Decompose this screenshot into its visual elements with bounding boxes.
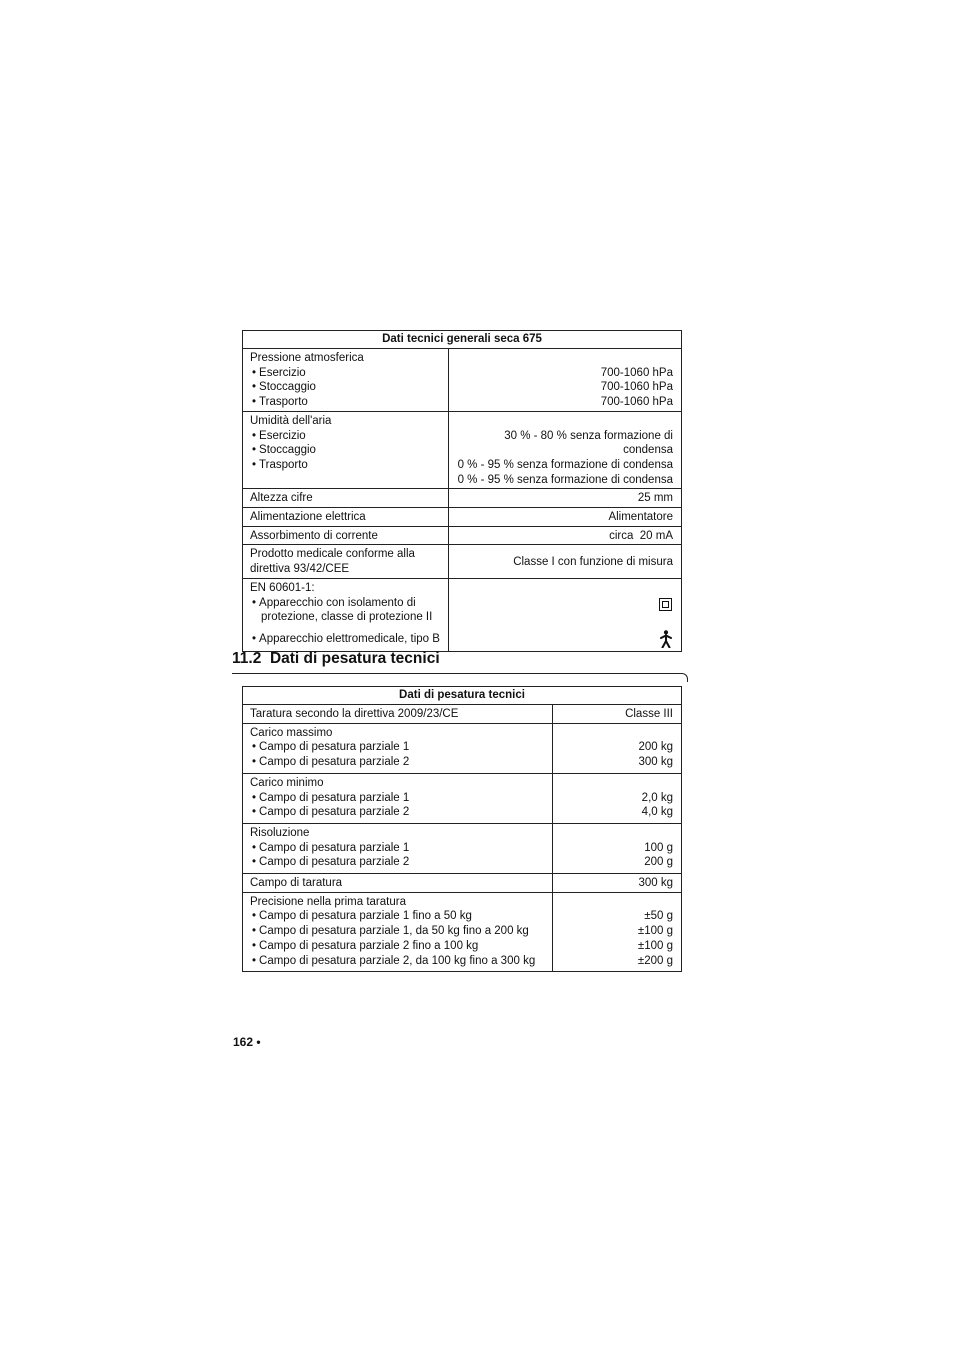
table-title: Dati tecnici generali seca 675 <box>243 331 682 349</box>
list-item: • Apparecchio con isolamento di <box>250 596 448 611</box>
precision-label-cell <box>243 892 553 972</box>
row-label: Carico massimo <box>250 726 333 739</box>
list-item: • Campo di pesatura parziale 2 <box>250 755 552 770</box>
row-value: circa 20 mA <box>448 526 681 545</box>
row-value: ±100 g <box>637 925 673 938</box>
row-value: ±50 g <box>644 910 673 923</box>
row-value: 700-1060 hPa <box>600 396 673 409</box>
section-number: 11.2 <box>232 650 262 667</box>
list-item: • Trasporto <box>250 458 448 473</box>
general-specs-table <box>242 330 682 652</box>
row-value: Classe III <box>552 705 681 724</box>
list-item: • Stoccaggio <box>250 443 448 458</box>
table-row <box>243 508 682 527</box>
table-row <box>243 349 682 412</box>
row-label: Carico minimo <box>250 776 324 789</box>
min-load-label-cell <box>243 773 553 823</box>
row-value: 200 kg <box>638 741 673 754</box>
row-value: ±100 g <box>637 939 673 952</box>
en60601-symbols-cell <box>448 578 681 651</box>
section-heading <box>232 650 440 668</box>
table-row <box>243 578 682 651</box>
pressure-value-cell <box>448 349 681 412</box>
table-row <box>243 526 682 545</box>
table-row <box>243 411 682 489</box>
page-number: 162 • <box>233 1035 261 1049</box>
row-label: Pressione atmosferica <box>250 352 364 364</box>
resolution-label-cell <box>243 823 553 873</box>
row-label: Umidità dell'aria <box>250 414 332 427</box>
row-value: 30 % - 80 % senza formazione di condensa <box>504 429 673 457</box>
medical-label-cell <box>243 545 449 578</box>
list-item: • Campo di pesatura parziale 2 fino a 100 kg <box>250 939 552 954</box>
list-item: • Campo di pesatura parziale 2 <box>250 855 552 870</box>
row-value: 700-1060 hPa <box>600 366 673 379</box>
row-label: Precisione nella prima taratura <box>250 895 406 908</box>
list-item-continued: protezione, classe di protezione II <box>261 611 433 624</box>
list-item: • Stoccaggio <box>250 380 448 395</box>
row-label: Assorbimento di corrente <box>243 526 449 545</box>
humidity-label-cell <box>243 411 449 489</box>
row-label: Alimentazione elettrica <box>243 508 449 527</box>
row-label: Campo di taratura <box>243 874 553 893</box>
list-item: • Apparecchio elettromedicale, tipo B <box>250 632 448 647</box>
row-value: Classe I con funzione di misura <box>448 545 681 578</box>
table-row <box>243 723 682 773</box>
row-value: Alimentatore <box>448 508 681 527</box>
row-label: direttiva 93/42/CEE <box>250 563 350 576</box>
row-value: 700-1060 hPa <box>600 381 673 394</box>
list-item: • Esercizio <box>250 366 448 381</box>
list-item: • Campo di pesatura parziale 1 <box>250 740 552 755</box>
row-value: 2,0 kg <box>641 791 673 804</box>
heading-divider <box>232 673 682 674</box>
row-label: Altezza cifre <box>243 489 449 508</box>
list-item: • Campo di pesatura parziale 1 <box>250 791 552 806</box>
table-row <box>243 705 682 724</box>
resolution-value-cell <box>552 823 681 873</box>
row-value: 0 % - 95 % senza formazione di condensa <box>457 473 673 486</box>
row-value: 300 kg <box>638 756 673 769</box>
type-b-person-icon <box>660 630 672 648</box>
row-value: ±200 g <box>637 954 673 967</box>
row-label: Risoluzione <box>250 826 310 839</box>
row-label: Prodotto medicale conforme alla <box>250 548 415 561</box>
humidity-value-cell <box>448 411 681 489</box>
list-item: • Trasporto <box>250 395 448 410</box>
table-row <box>243 874 682 893</box>
weighing-specs-table <box>242 686 682 972</box>
en60601-label-cell <box>243 578 449 651</box>
max-load-value-cell <box>552 723 681 773</box>
table-title: Dati di pesatura tecnici <box>243 687 682 705</box>
list-item: • Campo di pesatura parziale 2 <box>250 805 552 820</box>
row-value: 100 g <box>644 841 673 854</box>
double-insulation-icon <box>659 598 672 611</box>
table-row <box>243 823 682 873</box>
list-item: • Campo di pesatura parziale 1 <box>250 841 552 856</box>
row-value: 300 kg <box>552 874 681 893</box>
table-row <box>243 545 682 578</box>
max-load-label-cell <box>243 723 553 773</box>
precision-value-cell <box>552 892 681 972</box>
table-row <box>243 773 682 823</box>
section-title: Dati di pesatura tecnici <box>269 650 440 667</box>
row-value: 4,0 kg <box>641 806 673 819</box>
heading-divider-end <box>681 673 688 682</box>
row-label: Taratura secondo la direttiva 2009/23/CE <box>243 705 553 724</box>
min-load-value-cell <box>552 773 681 823</box>
row-value: 25 mm <box>448 489 681 508</box>
table-row <box>243 892 682 972</box>
pressure-label-cell <box>243 349 449 412</box>
list-item: • Esercizio <box>250 429 448 444</box>
list-item: • Campo di pesatura parziale 1 fino a 50 kg <box>250 909 552 924</box>
row-value: 200 g <box>644 856 673 869</box>
table-row <box>243 489 682 508</box>
row-value: 0 % - 95 % senza formazione di condensa <box>457 458 673 471</box>
list-item: • Campo di pesatura parziale 2, da 100 kg fino a 300 kg <box>250 954 552 969</box>
row-label: EN 60601-1: <box>250 581 315 594</box>
list-item: • Campo di pesatura parziale 1, da 50 kg fino a 200 kg <box>250 924 552 939</box>
